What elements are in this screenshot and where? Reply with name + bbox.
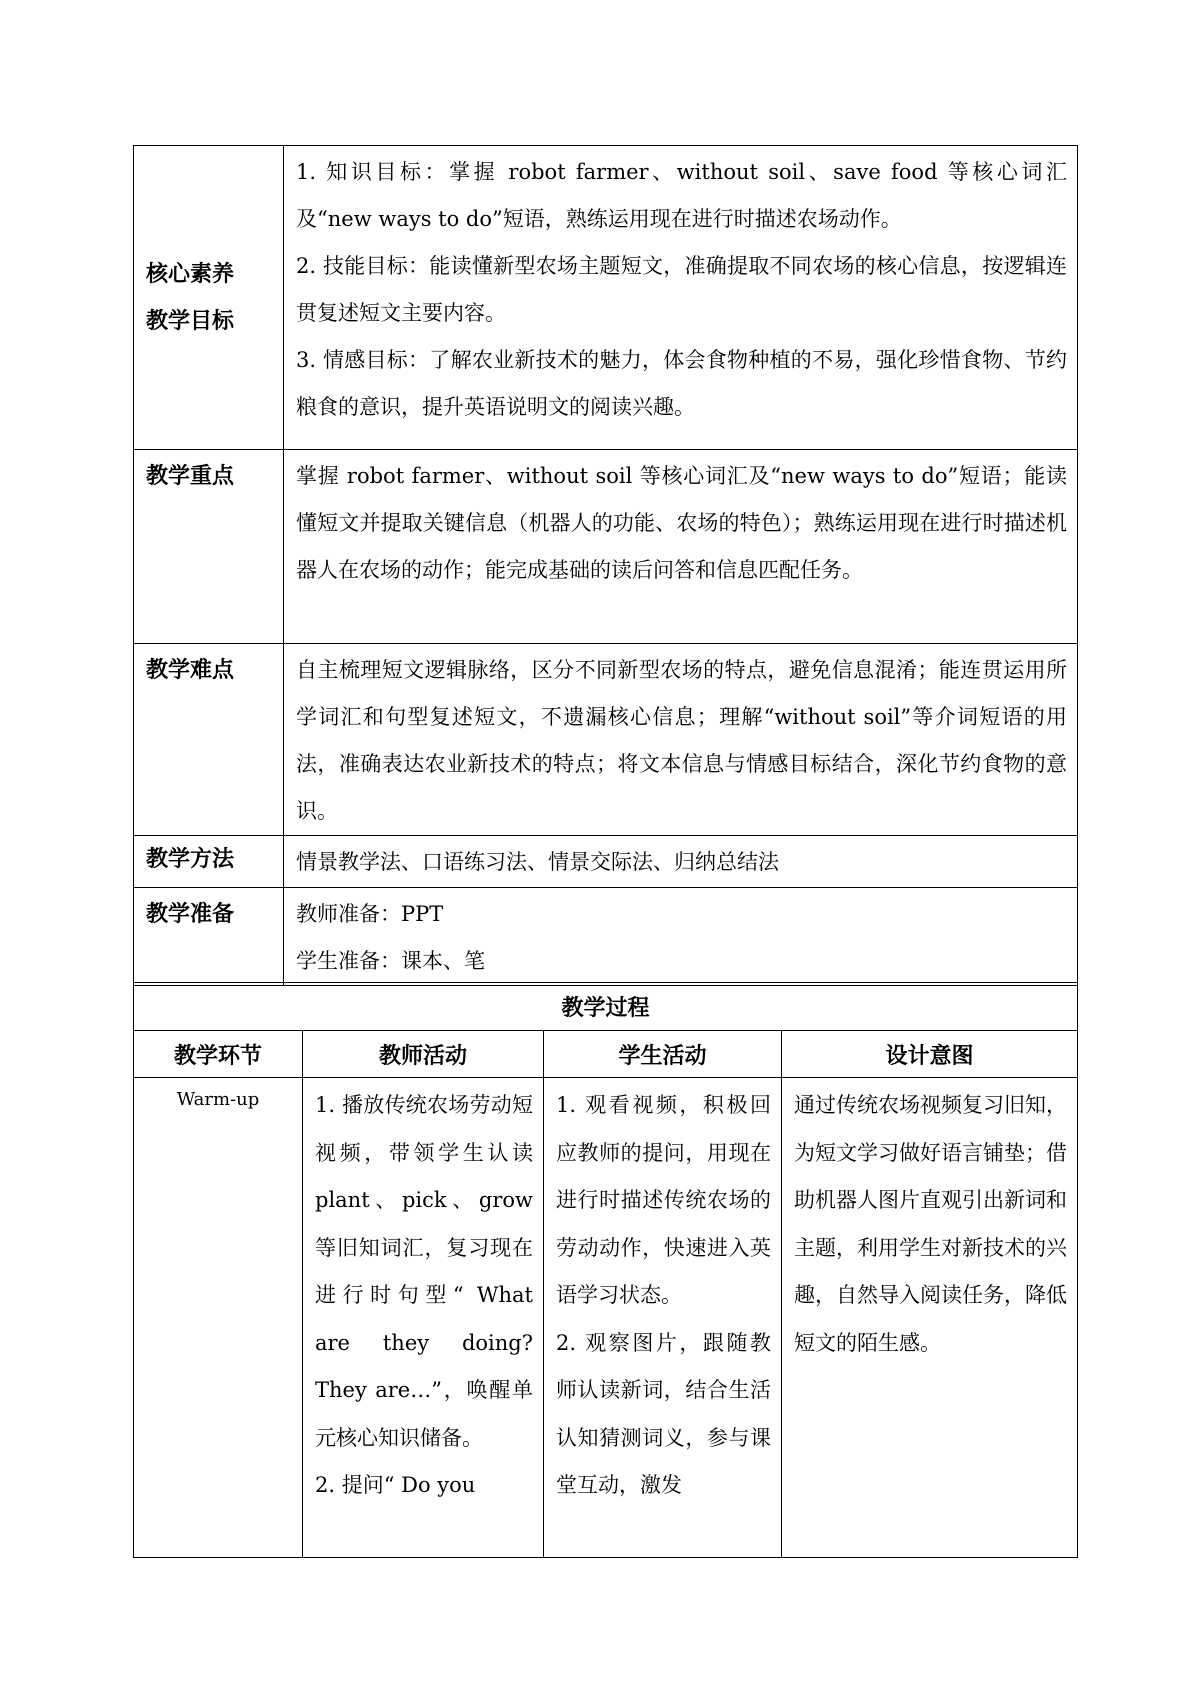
warmup-row (134, 1078, 1078, 1558)
preparation-row (134, 887, 1078, 985)
goals-label-line2: 教学目标 (146, 308, 235, 334)
goals-content-cell (284, 146, 1078, 450)
header-student-activity: 学生活动 (544, 1031, 782, 1078)
key-points-text: 掌握 robot farmer、without soil 等核心词汇及“new ways to do”短语；能读懂短文并提取关键信息（机器人的功能、农场的特色）；熟练运用现在进行时描述机器人在农场的动作；能完成基础的读后问答和信息匹配任务。 (284, 450, 1078, 644)
teacher-activity-1: 1. 播放传统农场劳动短视频，带领学生认读 plant、pick、grow 等旧知词汇，复习现在进行时句型“ What are they doing? They are…”，唤醒单元核心知识储备。 (315, 1093, 533, 1450)
methods-text: 情景教学法、口语练习法、情景交际法、归纳总结法 (284, 836, 1078, 887)
preparation-content (284, 887, 1078, 985)
goals-label-line1: 核心素养 (146, 261, 235, 287)
process-header-row (134, 1031, 1078, 1078)
preparation-label: 教学准备 (134, 887, 284, 985)
student-activity-cell (544, 1078, 782, 1558)
student-activity-1: 1. 观看视频，积极回应教师的提问，用现在进行时描述传统农场的劳动动作，快速进入英语学习状态。 (556, 1093, 771, 1307)
goals-label-cell (134, 146, 284, 450)
teacher-activity-cell (303, 1078, 544, 1558)
header-design-intent: 设计意图 (782, 1031, 1078, 1078)
student-preparation: 学生准备：课本、笔 (296, 948, 485, 973)
design-intent-cell (782, 1078, 1078, 1558)
goal-knowledge: 1. 知识目标：掌握 robot farmer、without soil、save food 等核心词汇及“new ways to do”短语，熟练运用现在进行时描述农场动作。 (296, 160, 1067, 231)
process-title-row (134, 983, 1078, 1031)
stage-warmup: Warm-up (134, 1078, 303, 1558)
methods-row (134, 836, 1078, 887)
process-title: 教学过程 (134, 983, 1078, 1031)
key-points-row (134, 450, 1078, 644)
key-points-label: 教学重点 (134, 450, 284, 644)
difficulties-label: 教学难点 (134, 643, 284, 836)
teacher-activity-2: 2. 提问“ Do you (315, 1473, 476, 1497)
goal-skill: 2. 技能目标：能读懂新型农场主题短文，准确提取不同农场的核心信息，按逻辑连贯复述短文主要内容。 (296, 254, 1067, 325)
student-activity-2: 2. 观察图片，跟随教师认读新词，结合生活认知猜测词义，参与课堂互动，激发 (556, 1330, 771, 1497)
teaching-process-table (133, 982, 1078, 1558)
difficulties-row (134, 643, 1078, 836)
header-teacher-activity: 教师活动 (303, 1031, 544, 1078)
lesson-info-table (133, 145, 1078, 986)
goals-row (134, 146, 1078, 450)
difficulties-text: 自主梳理短文逻辑脉络，区分不同新型农场的特点，避免信息混淆；能连贯运用所学词汇和句型复述短文，不遗漏核心信息；理解“without soil”等介词短语的用法，准确表达农业新技术的特点；将文本信息与情感目标结合，深化节约食物的意识。 (284, 643, 1078, 836)
teacher-preparation: 教师准备：PPT (296, 901, 444, 926)
header-stage: 教学环节 (134, 1031, 303, 1078)
goal-emotion: 3. 情感目标：了解农业新技术的魅力，体会食物种植的不易，强化珍惜食物、节约粮食的意识，提升英语说明文的阅读兴趣。 (296, 348, 1067, 419)
design-intent-text: 通过传统农场视频复习旧知，为短文学习做好语言铺垫；借助机器人图片直观引出新词和主题，利用学生对新技术的兴趣，自然导入阅读任务，降低短文的陌生感。 (794, 1093, 1068, 1355)
methods-label: 教学方法 (134, 836, 284, 887)
